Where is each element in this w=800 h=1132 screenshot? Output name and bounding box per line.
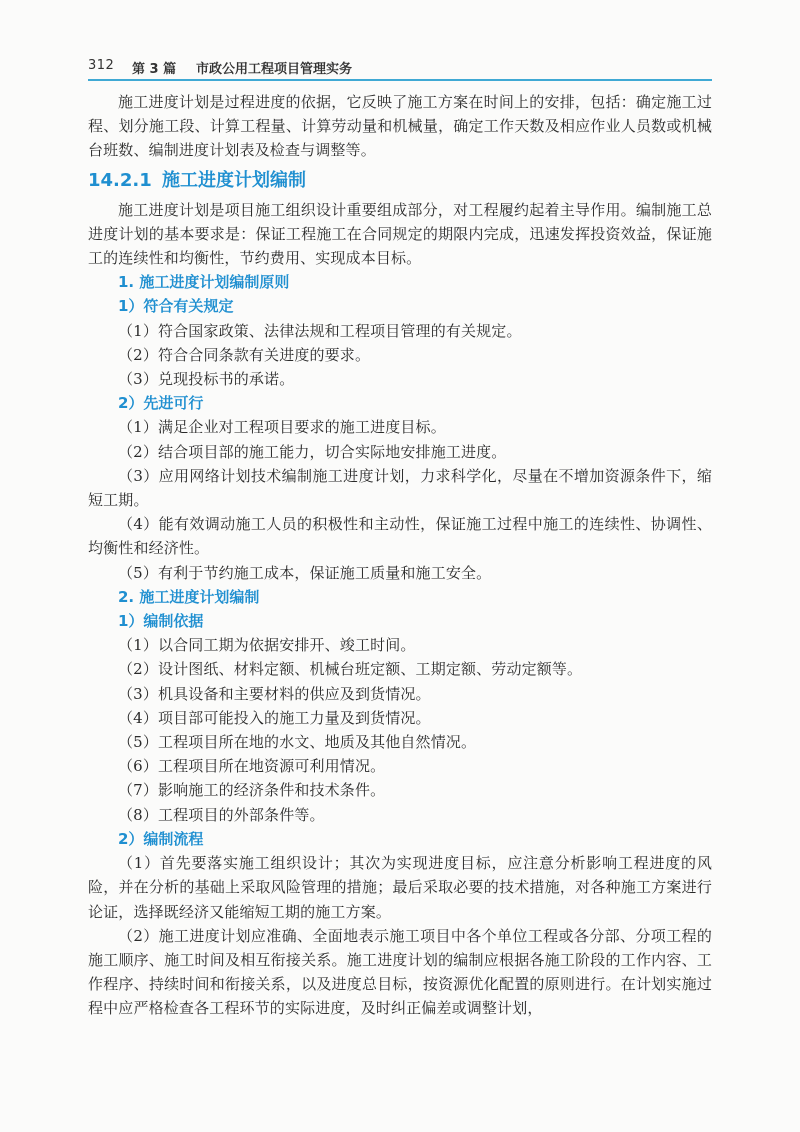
page-body bbox=[88, 90, 712, 1021]
running-header bbox=[88, 58, 712, 80]
page-number: 312 bbox=[88, 58, 115, 73]
list-item: （5）工程项目所在地的水文、地质及其他自然情况。 bbox=[118, 733, 477, 752]
list-item: （2）结合项目部的施工能力，切合实际地安排施工进度。 bbox=[118, 442, 507, 461]
heading-principles: 1. 施工进度计划编制原则 bbox=[118, 273, 290, 292]
list-item: （3）机具设备和主要材料的供应及到货情况。 bbox=[118, 684, 431, 703]
list-item: （1）满足企业对工程项目要求的施工进度目标。 bbox=[118, 418, 446, 437]
subheading-advanced: 2）先进可行 bbox=[118, 394, 204, 413]
list-item: （5）有利于节约施工成本，保证施工质量和施工安全。 bbox=[118, 563, 492, 582]
subheading-compliance: 1）符合有关规定 bbox=[118, 297, 234, 316]
list-item: （2）施工进度计划应准确、全面地表示施工项目中各个单位工程或各分部、分项工程的施工顺序、施工时间及相互衔接关系。施工进度计划的编制应根据各施工阶段的工作内容、工作程序、持续时间和衔接关系，以及进度总目标，按资源优化配置的原则进行。在计划实施过程中应严格检查各工程环节的实际进度，及时纠正偏差或调整计划， bbox=[88, 926, 712, 1018]
section-title: 施工进度计划编制 bbox=[162, 169, 306, 191]
list-item: （1）首先要落实施工组织设计；其次为实现进度目标，应注意分析影响工程进度的风险，并在分析的基础上采取风险管理的措施；最后采取必要的技术措施，对各种施工方案进行论证，选择既经济又能缩短工期的施工方案。 bbox=[88, 854, 712, 921]
list-item: （7）影响施工的经济条件和技术条件。 bbox=[118, 781, 386, 800]
list-item: （3）应用网络计划技术编制施工进度计划，力求科学化，尽量在不增加资源条件下，缩短工期。 bbox=[88, 466, 712, 510]
list-item: （6）工程项目所在地资源可利用情况。 bbox=[118, 757, 386, 776]
header-rule bbox=[88, 79, 712, 81]
subheading-process: 2）编制流程 bbox=[118, 829, 204, 848]
intro-paragraph: 施工进度计划是过程进度的依据，它反映了施工方案在时间上的安排，包括：确定施工过程、划分施工段、计算工程量、计算劳动量和机械量，确定工作天数及相应作业人员数或机械台班数、编制进度计划表及检查与调整等。 bbox=[88, 93, 712, 160]
book-title: 市政公用工程项目管理实务 bbox=[196, 62, 353, 77]
heading-compile: 2. 施工进度计划编制 bbox=[118, 587, 260, 606]
part-label: 第 3 篇 bbox=[132, 62, 177, 77]
list-item: （3）兑现投标书的承诺。 bbox=[118, 370, 295, 389]
list-item: （1）符合国家政策、法律法规和工程项目管理的有关规定。 bbox=[118, 321, 522, 340]
section-intro: 施工进度计划是项目施工组织设计重要组成部分，对工程履约起着主导作用。编制施工总进度计划的基本要求是：保证工程施工在合同规定的期限内完成，迅速发挥投资效益，保证施工的连续性和均衡性，节约费用、实现成本目标。 bbox=[88, 200, 712, 268]
list-item: （4）项目部可能投入的施工力量及到货情况。 bbox=[118, 708, 431, 727]
section-heading bbox=[88, 166, 712, 196]
list-item: （1）以合同工期为依据安排开、竣工时间。 bbox=[118, 636, 416, 655]
list-item: （4）能有效调动施工人员的积极性和主动性，保证施工过程中施工的连续性、协调性、均衡性和经济性。 bbox=[88, 515, 712, 558]
list-item: （2）符合合同条款有关进度的要求。 bbox=[118, 345, 371, 364]
list-item: （2）设计图纸、材料定额、机械台班定额、工期定额、劳动定额等。 bbox=[118, 660, 583, 679]
list-item: （8）工程项目的外部条件等。 bbox=[118, 805, 325, 824]
subheading-basis: 1）编制依据 bbox=[118, 612, 204, 631]
section-number: 14.2.1 bbox=[88, 169, 152, 191]
